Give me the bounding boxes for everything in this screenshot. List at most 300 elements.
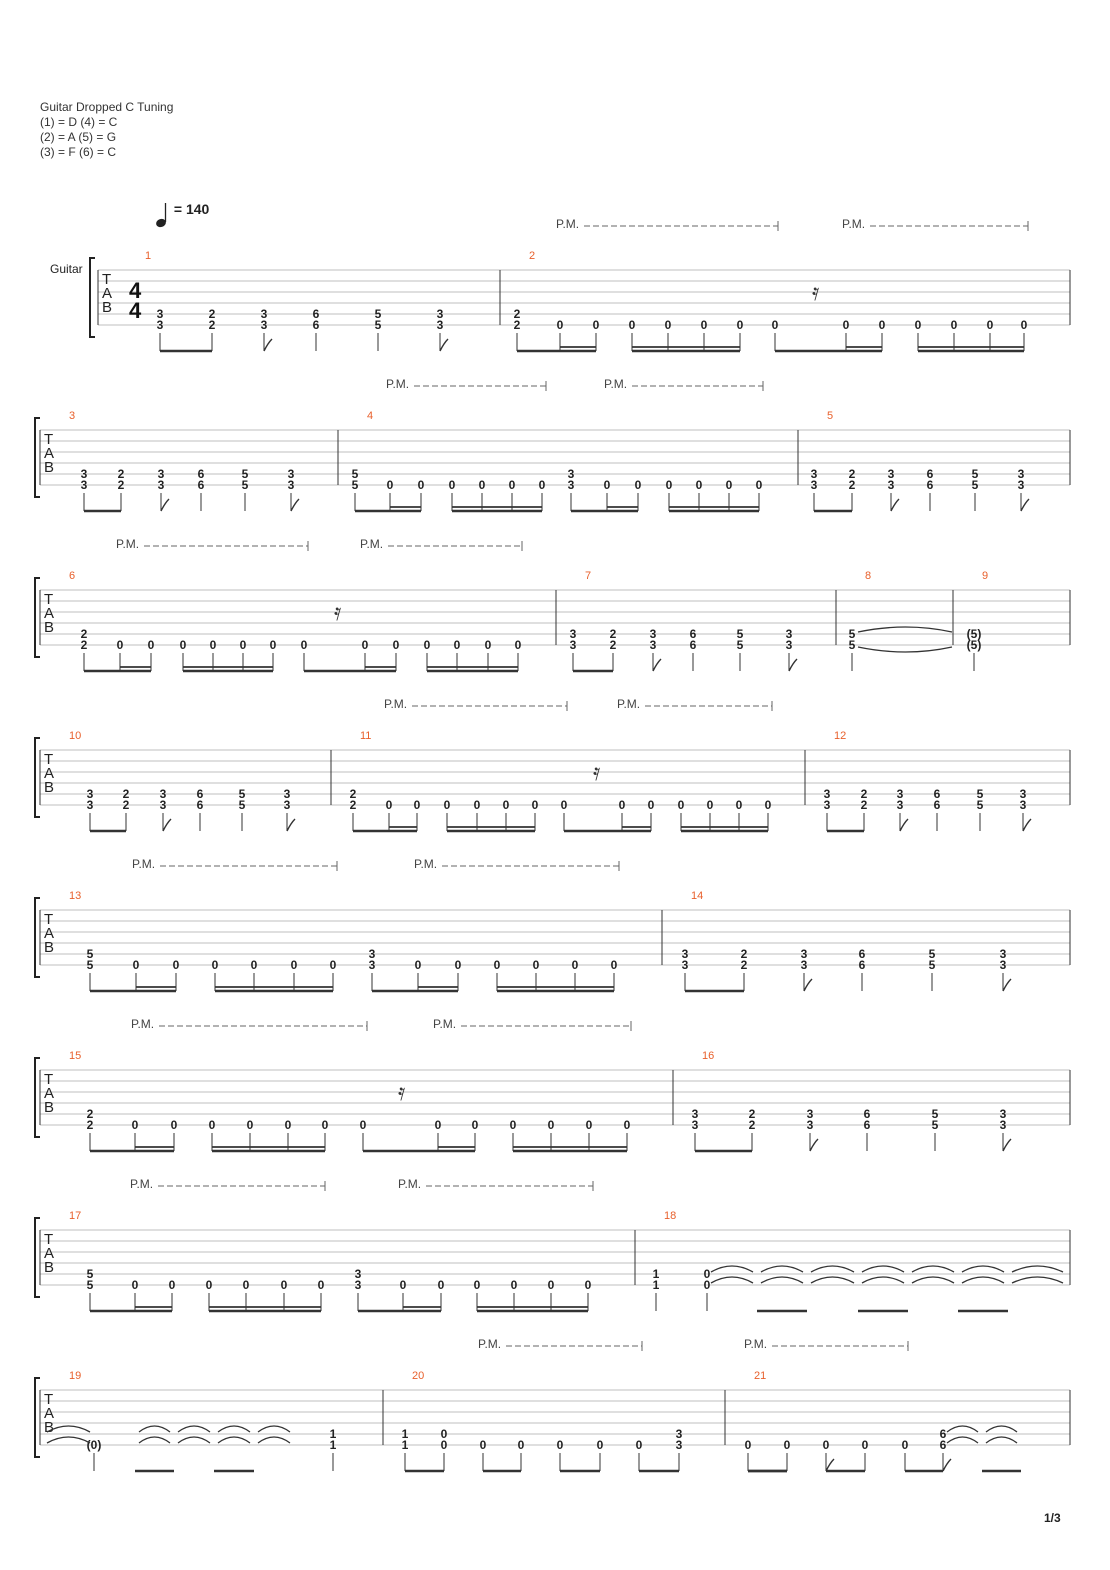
fret-number: 6	[197, 478, 205, 492]
tab-clef-letter: B	[44, 459, 55, 476]
system-bracket	[35, 1378, 40, 1457]
fret-number: 0	[901, 1438, 909, 1452]
tie-arc	[962, 1266, 1004, 1272]
fret-number: 0	[454, 958, 462, 972]
palm-mute-label: P.M.	[556, 217, 580, 231]
fret-number: 0	[147, 638, 155, 652]
fret-number: 3	[896, 798, 904, 812]
fret-number: 0	[392, 638, 400, 652]
fret-number: 6	[926, 467, 934, 481]
fret-number: 3	[287, 467, 295, 481]
sixteenth-rest-icon: 𝄿	[812, 279, 820, 306]
fret-number: 2	[122, 787, 130, 801]
fret-number: 0	[329, 958, 337, 972]
tie-arc	[1012, 1277, 1063, 1283]
fret-number: 0	[585, 1118, 593, 1132]
fret-number: 3	[1019, 798, 1027, 812]
fret-number: 0	[479, 1438, 487, 1452]
fret-number: 3	[823, 787, 831, 801]
fret-number: 3	[810, 467, 818, 481]
fret-number: 2	[349, 787, 357, 801]
fret-number: 6	[933, 798, 941, 812]
fret-number: 0	[744, 1438, 752, 1452]
fret-number: 0	[610, 958, 618, 972]
note-flag	[291, 499, 299, 511]
fret-number: 0	[473, 1278, 481, 1292]
fret-number: 0	[556, 1438, 564, 1452]
fret-number: 2	[748, 1107, 756, 1121]
palm-mute-label: P.M.	[130, 1177, 154, 1191]
time-signature-bottom: 4	[129, 298, 142, 323]
fret-number: 0	[706, 798, 714, 812]
fret-number: 3	[567, 467, 575, 481]
fret-number: 3	[691, 1107, 699, 1121]
fret-number: 0	[453, 638, 461, 652]
fret-number: 3	[675, 1427, 683, 1441]
fret-number: 0	[764, 798, 772, 812]
tab-clef-letter: A	[44, 605, 55, 622]
tab-clef-letter: T	[44, 1391, 54, 1408]
fret-number: 5	[931, 1118, 939, 1132]
fret-number: 3	[800, 958, 808, 972]
fret-number: 1	[329, 1438, 337, 1452]
fret-number: 5	[928, 947, 936, 961]
tie-arc	[858, 627, 952, 632]
fret-number: 0	[700, 318, 708, 332]
tab-clef-letter: B	[44, 1259, 55, 1276]
fret-number: 5	[976, 798, 984, 812]
measure-number: 7	[585, 570, 592, 582]
fret-number: 5	[241, 478, 249, 492]
fret-number: 0	[771, 318, 779, 332]
fret-number: 5	[374, 307, 382, 321]
tie-arc	[178, 1437, 210, 1443]
fret-number: 3	[567, 478, 575, 492]
fret-number: 3	[649, 638, 657, 652]
fret-number: (0)	[86, 1438, 102, 1452]
fret-number: 3	[785, 627, 793, 641]
fret-number: 3	[1017, 467, 1025, 481]
tie-arc	[139, 1426, 170, 1432]
fret-number: 0	[211, 958, 219, 972]
fret-number: (5)	[966, 627, 982, 641]
fret-number: 6	[312, 318, 320, 332]
fret-number: 0	[735, 798, 743, 812]
tie-arc	[711, 1277, 753, 1283]
fret-number: 0	[596, 1438, 604, 1452]
measure-number: 18	[664, 1210, 677, 1222]
fret-number: 0	[399, 1278, 407, 1292]
note-flag	[264, 339, 272, 351]
tab-clef-letter: T	[44, 431, 54, 448]
tie-arc	[912, 1277, 954, 1283]
fret-number: 3	[368, 958, 376, 972]
fret-number: 5	[928, 958, 936, 972]
system-bracket	[35, 418, 40, 497]
fret-number: 2	[513, 307, 521, 321]
measure-number: 11	[360, 730, 372, 742]
fret-number: 0	[172, 958, 180, 972]
fret-number: 5	[351, 478, 359, 492]
fret-number: 0	[623, 1118, 631, 1132]
tie-arc	[258, 1426, 290, 1432]
palm-mute-label: P.M.	[414, 857, 438, 871]
fret-number: 0	[514, 638, 522, 652]
measure-number: 10	[69, 730, 82, 742]
fret-number: 3	[1019, 787, 1027, 801]
fret-number: 0	[703, 1267, 711, 1281]
fret-number: 3	[368, 947, 376, 961]
page-number: 1/3	[1044, 1511, 1061, 1525]
fret-number: 0	[317, 1278, 325, 1292]
note-flag	[440, 339, 448, 351]
fret-number: 3	[887, 467, 895, 481]
system-bracket	[35, 1218, 40, 1297]
fret-number: 2	[349, 798, 357, 812]
fret-number: 0	[861, 1438, 869, 1452]
note-flag	[287, 819, 295, 831]
measure-number: 1	[145, 250, 152, 262]
fret-number: 5	[848, 627, 856, 641]
fret-number: 0	[914, 318, 922, 332]
palm-mute-label: P.M.	[617, 697, 641, 711]
palm-mute-label: P.M.	[116, 537, 140, 551]
fret-number: 6	[926, 478, 934, 492]
measure-number: 9	[982, 570, 989, 582]
fret-number: 2	[740, 947, 748, 961]
fret-number: 0	[280, 1278, 288, 1292]
fret-number: 3	[999, 958, 1007, 972]
tuning-line: (1) = D (4) = C	[40, 115, 118, 129]
fret-number: 6	[197, 467, 205, 481]
note-flag	[900, 819, 908, 831]
fret-number: 6	[858, 958, 866, 972]
fret-number: 3	[260, 307, 268, 321]
fret-number: 6	[312, 307, 320, 321]
note-flag	[163, 819, 171, 831]
tie-arc	[1012, 1266, 1063, 1272]
fret-number: 0	[246, 1118, 254, 1132]
fret-number: 6	[939, 1438, 947, 1452]
fret-number: 6	[196, 787, 204, 801]
fret-number: 3	[354, 1267, 362, 1281]
fret-number: 0	[635, 1438, 643, 1452]
palm-mute-label: P.M.	[842, 217, 866, 231]
fret-number: 0	[950, 318, 958, 332]
fret-number: 2	[86, 1107, 94, 1121]
palm-mute-label: P.M.	[604, 377, 628, 391]
fret-number: 2	[513, 318, 521, 332]
fret-number: 5	[736, 627, 744, 641]
fret-number: 1	[401, 1438, 409, 1452]
tuning-line: (3) = F (6) = C	[40, 145, 117, 159]
fret-number: 2	[117, 478, 125, 492]
measure-number: 15	[69, 1050, 82, 1062]
fret-number: 2	[208, 307, 216, 321]
fret-number: 3	[86, 787, 94, 801]
measure-number: 5	[827, 410, 834, 422]
fret-number: 0	[471, 1118, 479, 1132]
fret-number: 6	[863, 1107, 871, 1121]
fret-number: 0	[239, 638, 247, 652]
fret-number: 0	[168, 1278, 176, 1292]
fret-number: 0	[783, 1438, 791, 1452]
fret-number: 0	[413, 798, 421, 812]
fret-number: 0	[603, 478, 611, 492]
fret-number: 0	[209, 638, 217, 652]
tie-arc	[258, 1437, 290, 1443]
note-flag	[810, 1139, 818, 1151]
tempo-value: = 140	[173, 201, 210, 217]
fret-number: 5	[86, 1267, 94, 1281]
tab-clef-letter: T	[102, 271, 112, 288]
system-bracket	[90, 258, 95, 337]
fret-number: 0	[634, 478, 642, 492]
fret-number: 0	[269, 638, 277, 652]
fret-number: 3	[896, 787, 904, 801]
fret-number: 0	[131, 1118, 139, 1132]
fret-number: 5	[86, 947, 94, 961]
fret-number: 0	[725, 478, 733, 492]
fret-number: 1	[401, 1427, 409, 1441]
fret-number: 0	[300, 638, 308, 652]
tie-arc	[139, 1437, 170, 1443]
fret-number: 0	[560, 798, 568, 812]
fret-number: 0	[509, 1118, 517, 1132]
time-signature-top: 4	[129, 278, 142, 303]
fret-number: 1	[652, 1278, 660, 1292]
measure-number: 8	[865, 570, 872, 582]
fret-number: 0	[242, 1278, 250, 1292]
fret-number: 0	[484, 638, 492, 652]
fret-number: 0	[179, 638, 187, 652]
fret-number: 0	[842, 318, 850, 332]
fret-number: 2	[80, 638, 88, 652]
fret-number: 0	[132, 958, 140, 972]
fret-number: 3	[86, 798, 94, 812]
fret-number: 0	[547, 1118, 555, 1132]
fret-number: 0	[556, 318, 564, 332]
fret-number: 5	[241, 467, 249, 481]
note-flag	[804, 979, 812, 991]
fret-number: 2	[117, 467, 125, 481]
fret-number: 2	[848, 467, 856, 481]
tie-arc	[811, 1277, 854, 1283]
fret-number: 0	[502, 798, 510, 812]
note-flag	[1021, 499, 1029, 511]
fret-number: 2	[609, 627, 617, 641]
fret-number: 5	[86, 958, 94, 972]
fret-number: 3	[436, 307, 444, 321]
fret-number: 0	[385, 798, 393, 812]
fret-number: 3	[354, 1278, 362, 1292]
fret-number: 0	[664, 318, 672, 332]
fret-number: 0	[878, 318, 886, 332]
fret-number: 0	[284, 1118, 292, 1132]
tie-arc	[711, 1266, 753, 1272]
fret-number: 0	[736, 318, 744, 332]
fret-number: 3	[159, 798, 167, 812]
note-flag	[943, 1459, 951, 1471]
fret-number: 0	[423, 638, 431, 652]
fret-number: 0	[571, 958, 579, 972]
fret-number: 0	[205, 1278, 213, 1292]
fret-number: 6	[863, 1118, 871, 1132]
fret-number: 3	[681, 958, 689, 972]
measure-number: 13	[69, 890, 82, 902]
fret-number: 0	[440, 1438, 448, 1452]
note-flag	[1003, 1139, 1011, 1151]
fret-number: 0	[628, 318, 636, 332]
fret-number: 5	[848, 638, 856, 652]
fret-number: 3	[80, 467, 88, 481]
fret-number: 0	[478, 478, 486, 492]
sixteenth-rest-icon: 𝄿	[398, 1079, 406, 1106]
tie-arc	[947, 1426, 978, 1432]
palm-mute-label: P.M.	[744, 1337, 768, 1351]
tab-clef-letter: A	[44, 925, 55, 942]
tie-arc	[986, 1426, 1017, 1432]
note-flag	[1023, 819, 1031, 831]
fret-number: 3	[1017, 478, 1025, 492]
tie-arc	[178, 1426, 210, 1432]
fret-number: 0	[618, 798, 626, 812]
fret-number: 3	[157, 478, 165, 492]
fret-number: 3	[287, 478, 295, 492]
tab-clef-letter: T	[44, 1231, 54, 1248]
fret-number: 2	[86, 1118, 94, 1132]
fret-number: 0	[532, 958, 540, 972]
fret-number: 0	[592, 318, 600, 332]
fret-number: 2	[860, 798, 868, 812]
palm-mute-label: P.M.	[132, 857, 156, 871]
fret-number: 3	[157, 467, 165, 481]
note-flag	[1003, 979, 1011, 991]
fret-number: 3	[800, 947, 808, 961]
fret-number: 3	[999, 1107, 1007, 1121]
fret-number: 0	[361, 638, 369, 652]
fret-number: 3	[806, 1107, 814, 1121]
fret-number: 0	[547, 1278, 555, 1292]
fret-number: 3	[691, 1118, 699, 1132]
fret-number: 3	[649, 627, 657, 641]
fret-number: 0	[510, 1278, 518, 1292]
tie-arc	[986, 1437, 1017, 1443]
fret-number: (5)	[966, 638, 982, 652]
fret-number: 3	[681, 947, 689, 961]
note-flag	[653, 659, 661, 671]
fret-number: 5	[931, 1107, 939, 1121]
fret-number: 0	[321, 1118, 329, 1132]
fret-number: 0	[703, 1278, 711, 1292]
palm-mute-label: P.M.	[131, 1017, 155, 1031]
fret-number: 3	[823, 798, 831, 812]
measure-number: 6	[69, 570, 76, 582]
fret-number: 2	[609, 638, 617, 652]
fret-number: 2	[122, 798, 130, 812]
fret-number: 0	[986, 318, 994, 332]
fret-number: 5	[86, 1278, 94, 1292]
note-flag	[789, 659, 797, 671]
tie-arc	[761, 1277, 803, 1283]
tab-clef-letter: A	[102, 285, 113, 302]
fret-number: 0	[440, 1427, 448, 1441]
fret-number: 0	[665, 478, 673, 492]
fret-number: 3	[156, 318, 164, 332]
measure-number: 16	[702, 1050, 715, 1062]
fret-number: 2	[208, 318, 216, 332]
fret-number: 0	[414, 958, 422, 972]
fret-number: 0	[647, 798, 655, 812]
fret-number: 0	[170, 1118, 178, 1132]
fret-number: 0	[755, 478, 763, 492]
fret-number: 0	[290, 958, 298, 972]
fret-number: 5	[736, 638, 744, 652]
tab-clef-letter: A	[44, 445, 55, 462]
fret-number: 0	[359, 1118, 367, 1132]
fret-number: 0	[250, 958, 258, 972]
palm-mute-label: P.M.	[386, 377, 410, 391]
fret-number: 3	[260, 318, 268, 332]
palm-mute-label: P.M.	[478, 1337, 502, 1351]
system-bracket	[35, 738, 40, 817]
fret-number: 0	[434, 1118, 442, 1132]
fret-number: 0	[531, 798, 539, 812]
fret-number: 0	[538, 478, 546, 492]
tab-clef-letter: B	[44, 779, 55, 796]
tie-arc	[947, 1437, 978, 1443]
fret-number: 5	[238, 798, 246, 812]
measure-number: 14	[691, 890, 704, 902]
fret-number: 0	[473, 798, 481, 812]
fret-number: 6	[689, 627, 697, 641]
fret-number: 3	[806, 1118, 814, 1132]
measure-number: 21	[754, 1370, 767, 1382]
fret-number: 3	[675, 1438, 683, 1452]
fret-number: 3	[159, 787, 167, 801]
tab-clef-letter: B	[44, 1099, 55, 1116]
fret-number: 0	[508, 478, 516, 492]
tab-clef-letter: T	[44, 911, 54, 928]
fret-number: 0	[1020, 318, 1028, 332]
fret-number: 3	[156, 307, 164, 321]
palm-mute-label: P.M.	[433, 1017, 457, 1031]
fret-number: 2	[860, 787, 868, 801]
fret-number: 5	[351, 467, 359, 481]
tab-clef-letter: B	[44, 939, 55, 956]
fret-number: 2	[740, 958, 748, 972]
fret-number: 3	[283, 798, 291, 812]
sixteenth-rest-icon: 𝄿	[334, 599, 342, 626]
fret-number: 2	[80, 627, 88, 641]
fret-number: 6	[689, 638, 697, 652]
fret-number: 0	[584, 1278, 592, 1292]
note-flag	[826, 1459, 834, 1471]
fret-number: 0	[695, 478, 703, 492]
tie-arc	[962, 1277, 1004, 1283]
fret-number: 0	[493, 958, 501, 972]
fret-number: 0	[131, 1278, 139, 1292]
fret-number: 3	[569, 627, 577, 641]
palm-mute-label: P.M.	[384, 697, 408, 711]
fret-number: 3	[810, 478, 818, 492]
measure-number: 20	[412, 1370, 425, 1382]
fret-number: 3	[283, 787, 291, 801]
fret-number: 0	[437, 1278, 445, 1292]
sixteenth-rest-icon: 𝄿	[593, 759, 601, 786]
tab-clef-letter: A	[44, 1085, 55, 1102]
tab-clef-letter: T	[44, 591, 54, 608]
